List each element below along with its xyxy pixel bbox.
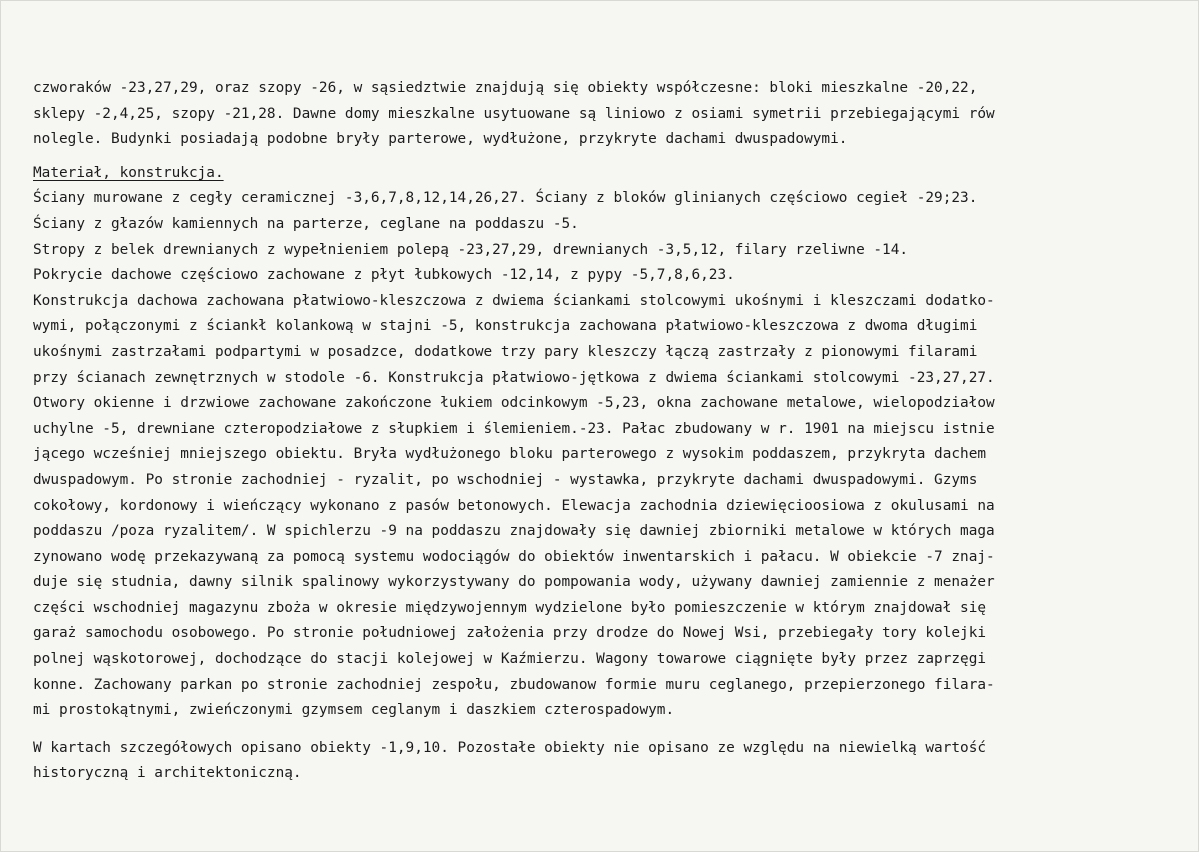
text-line: historyczną i architektoniczną. [33, 765, 302, 782]
text-line: jącego wcześniej mniejszego obiektu. Bryła wydłużonego bloku parterowego z wysokim poddaszem, przykryta dachem [33, 446, 987, 463]
text-line: zynowano wodę przekazywaną za pomocą systemu wodociągów do obiektów inwentarskich i pałacu. W obiekcie -7 znaj- [33, 548, 995, 565]
typescript-text-block [33, 76, 1198, 787]
text-line: Ściany z głazów kamiennych na parterze, ceglane na poddaszu -5. [33, 215, 579, 232]
text-line: W kartach szczegółowych opisano obiekty -1,9,10. Pozostałe obiekty nie opisano ze względu na niewielką wartość [33, 739, 987, 756]
text-line: nolegle. Budynki posiadają podobne bryły parterowe, wydłużone, przykryte dachami dwuspadowymi. [33, 131, 848, 148]
text-line: przy ścianach zewnętrznych w stodole -6. Konstrukcja płatwiowo-jętkowa z dwiema ściankami stolcowymi -23,27,27. [33, 369, 995, 386]
text-line: Stropy z belek drewnianych z wypełnieniem polepą -23,27,29, drewnianych -3,5,12, filary rzeliwne -14. [33, 241, 909, 258]
text-line: mi prostokątnymi, zwieńczonymi gzymsem ceglanym i daszkiem czterospadowym. [33, 702, 675, 719]
text-line: cokołowy, kordonowy i wieńczący wykonano z pasów betonowych. Elewacja zachodnia dziewięcioosiowa z okulusami na [33, 497, 995, 514]
text-line: Ściany murowane z cegły ceramicznej -3,6,7,8,12,14,26,27. Ściany z bloków glinianych częściowo cegieł -29;23. [33, 190, 978, 207]
text-line: czworaków -23,27,29, oraz szopy -26, w sąsiedztwie znajdują się obiekty współczesne: bloki mieszkalne -20,22, [33, 80, 978, 96]
text-line: sklepy -2,4,25, szopy -21,28. Dawne domy mieszkalne usytuowane są liniowo z osiami symetrii przebiegającymi rów [33, 105, 995, 122]
text-line: dwuspadowym. Po stronie zachodniej - ryzalit, po wschodniej - wystawka, przykryte dachami dwuspadowymi. Gzyms [33, 471, 978, 488]
text-line: Pokrycie dachowe częściowo zachowane z płyt łubkowych -12,14, z pypy -5,7,8,6,23. [33, 267, 735, 284]
text-line: poddaszu /poza ryzalitem/. W spichlerzu -9 na poddaszu znajdowały się dawniej zbiorniki metalowe w których maga [33, 523, 995, 540]
paragraph-detailed-cards [33, 736, 1198, 787]
text-line: Konstrukcja dachowa zachowana płatwiowo-kleszczowa z dwiema ściankami stolcowymi ukośnymi i kleszczami dodatko- [33, 292, 995, 309]
text-line: garaż samochodu osobowego. Po stronie południowej założenia przy drodze do Nowej Wsi, przebiegały tory kolejki [33, 625, 987, 642]
text-line: polnej wąskotorowej, dochodzące do stacji kolejowej w Kaźmierzu. Wagony towarowe ciągnięte były przez zaprzęgi [33, 651, 987, 668]
section-heading: Materiał, konstrukcja. [33, 164, 224, 181]
text-line: uchylne -5, drewniane czteropodziałowe z słupkiem i ślemieniem.-23. Pałac zbudowany w r. 1901 na miejscu istnie [33, 420, 995, 437]
text-line: konne. Zachowany parkan po stronie zachodniej zespołu, zbudowanow formie muru ceglanego, przepierzonego filara- [33, 676, 995, 693]
paragraph-site-context [33, 76, 1198, 153]
text-line: ukośnymi zastrzałami podpartymi w posadzce, dodatkowe trzy pary kleszczy łączą zastrzały z pionowymi filarami [33, 343, 978, 360]
text-line: Otwory okienne i drzwiowe zachowane zakończone łukiem odcinkowym -5,23, okna zachowane metalowe, wielopodziałow [33, 395, 995, 412]
text-line: wymi, połączonymi z ściankł kolankową w stajni -5, konstrukcja zachowana płatwiowo-kleszczowa z dwoma długimi [33, 318, 978, 335]
text-line: części wschodniej magazynu zboża w okresie międzywojennym wydzielone było pomieszczenie w którym znajdował się [33, 599, 987, 616]
paragraph-spacer [33, 724, 1198, 736]
section-heading-row [33, 161, 1198, 187]
text-line: duje się studnia, dawny silnik spalinowy wykorzystywany do pompowania wody, używany dawniej zamiennie z menażer [33, 574, 995, 591]
paragraph-material-construction [33, 186, 1198, 723]
